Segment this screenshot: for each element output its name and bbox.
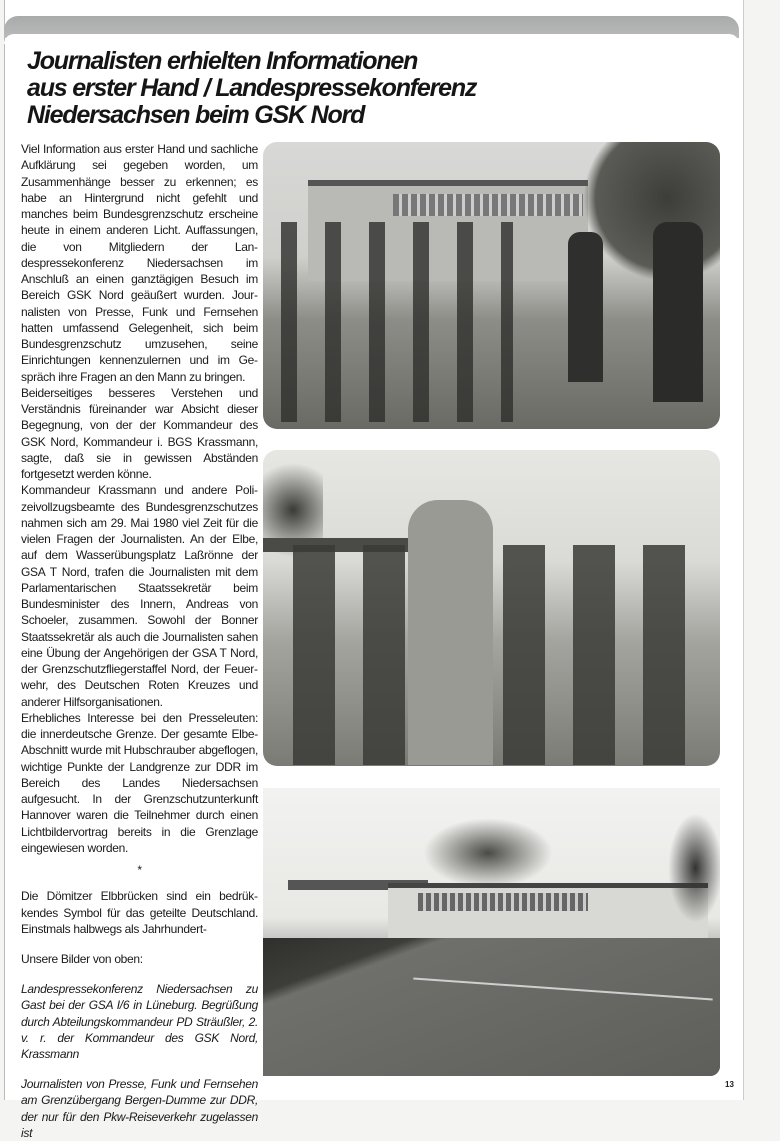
photo-press-visit-lueneburg <box>263 142 720 429</box>
page-number: 13 <box>725 1080 734 1089</box>
article-title <box>27 48 476 129</box>
left-text-column <box>21 141 258 1140</box>
caption: Landespressekonferenz Niedersachsen zu Gast bei der GSA I/6 in Lüneburg. Begrüßung durch Abteilungskommandeur PD Sträußler, 2. v. r. der Kommandeur des GSK Nord, Krassmann <box>21 982 258 1062</box>
caption: Journalisten von Presse, Funk und Fernsehen am Grenzübergang Bergen-Dumme zur DDR, der nur für den Pkw-Reiseverkehr zugelassen ist <box>21 1077 258 1140</box>
photo-border-crossing-bergen-dumme <box>263 450 720 766</box>
photo-captions <box>21 951 258 1141</box>
captions-heading: Unsere Bilder von oben: <box>21 952 143 966</box>
section-separator: * <box>137 863 142 877</box>
paragraph: Viel Information aus erster Hand und sachliche Aufklärung sei gegeben worden, um Zusammenhänge besser zu erkennen; es habe an Hintergrund nicht gefehlt und manches beim Bundesgrenzschutz erscheine heute in einem anderen Licht. Auffassungen, die von Mitgliedern der Landespressekonferenz Niedersachsen im Anschluß an einen ganztägigen Besuch im Bereich GSK Nord geäußert wurden. Journalisten von Presse, Funk und Fernsehen hatten umfassend Gelegenheit, sich beim Bundesgrenzschutz umzusehen, seine Einrichtungen kennenzulernen und im Gespräch ihre Fragen an den Mann zu bringen. <box>21 142 258 384</box>
title-line: Journalisten erhielten Informationen <box>27 47 418 75</box>
paragraph: Kommandeur Krassmann und andere Polizeivollzugsbeamte des Bundesgrenzschutzes nahmen sich am 29. Mai 1980 viel Zeit für die vielen Fragen der Journalisten. An der Elbe, auf dem Wasserübungsplatz Laßrönne der GSA T Nord, trafen die Journalisten mit dem Parlamentarischen Staatssekretär beim Bundesminister des Innern, Andreas von Schoeler, zusammen. Sowohl der Bonner Staatssekretär als auch die Journalisten sahen eine Übung der Angehörigen der GSA T Nord, der Grenzschutzfliegerstaffel Nord, der Feuerwehr, des Deutschen Roten Kreuzes und anderer Hilfsorganisationen. <box>21 483 258 709</box>
paragraph: Die Dömitzer Elbbrücken sind ein bedrükkendes Symbol für das geteilte Deutschland. Einstmals halbwegs als Jahrhundert- <box>21 889 258 936</box>
article-body <box>21 141 258 937</box>
paragraph: Erhebliches Interesse bei den Presseleuten: die innerdeutsche Grenze. Der gesamte Elbe-Abschnitt wurde mit Hubschrauber abgeflogen, wichtige Punkte der Landgrenze zur DDR im Bereich des Landes Niedersachsen aufgesucht. In der Grenzschutzunterkunft Hannover waren die Teilnehmer durch einen Lichtbildervortrag bereits in die Grenzlage eingewiesen worden. <box>21 710 258 855</box>
header-band-edge <box>4 34 739 44</box>
title-line: aus erster Hand / Landespressekonferenz <box>27 74 477 102</box>
photo-doemitz-checkpoint <box>263 788 720 1076</box>
title-line: Niedersachsen beim GSK Nord <box>27 101 365 129</box>
paragraph: Beiderseitiges besseres Verstehen und Verständnis füreinander war Absicht dieser Begegnung, von der der Kommandeur des GSK Nord, Kommandeur i. BGS Krassmann, sagte, daß sie in gewissen Abständen fortgesetzt werden könne. <box>21 385 258 481</box>
